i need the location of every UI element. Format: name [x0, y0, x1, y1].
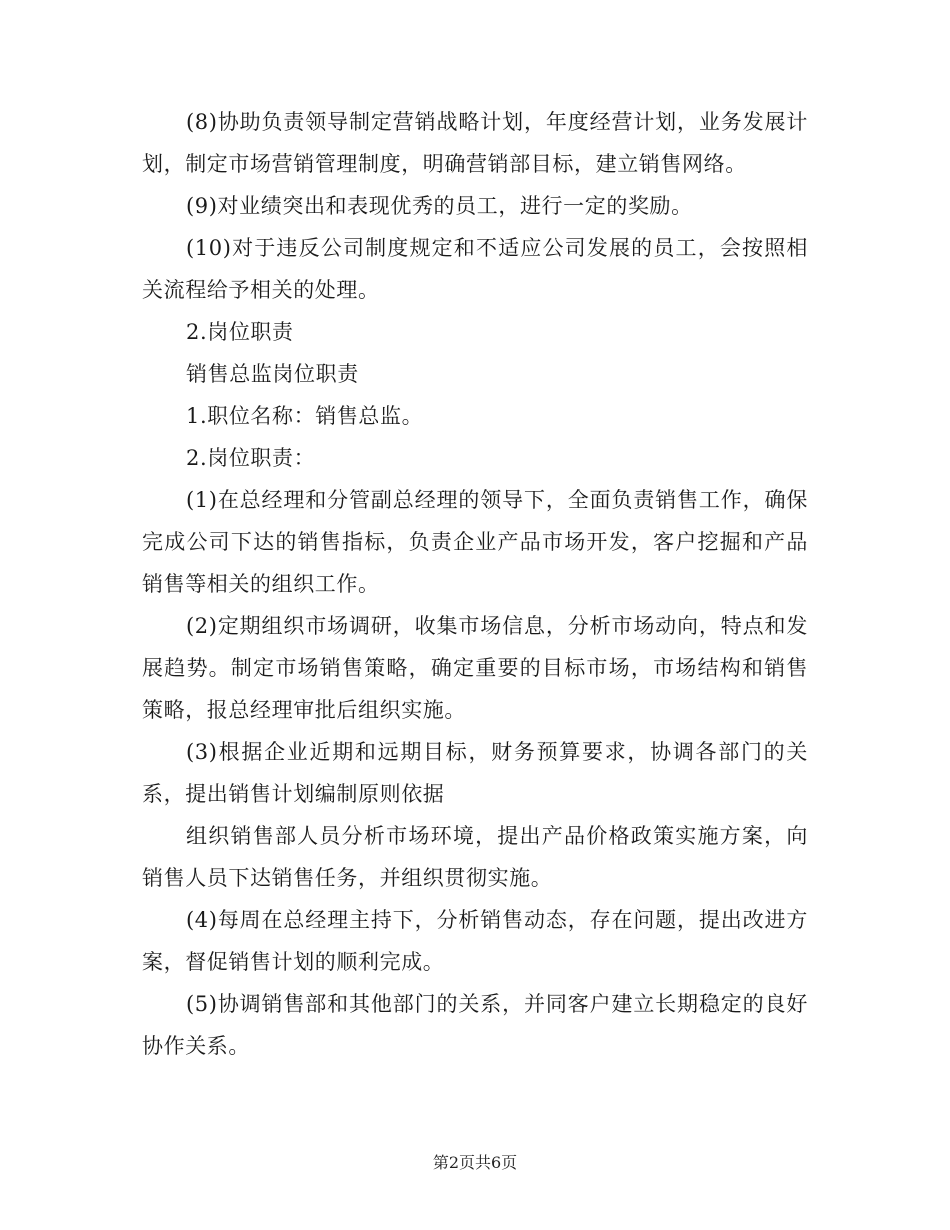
position-name: 1.职位名称：销售总监。 — [186, 404, 424, 428]
section-title-sales-director: 销售总监岗位职责 — [186, 362, 359, 386]
document-body — [142, 101, 808, 1067]
paragraph-item-10: (10)对于违反公司制度规定和不适应公司发展的员工，会按照相关流程给予相关的处理。 — [142, 236, 808, 302]
duty-item-3-continued: 组织销售部人员分析市场环境，提出产品价格政策实施方案，向销售人员下达销售任务，并组织贯彻实施。 — [142, 824, 808, 890]
duties-heading: 2.岗位职责： — [186, 446, 316, 470]
duty-item-4: (4)每周在总经理主持下，分析销售动态，存在问题，提出改进方案，督促销售计划的顺利完成。 — [142, 908, 808, 974]
duty-item-5: (5)协调销售部和其他部门的关系，并同客户建立长期稳定的良好协作关系。 — [142, 992, 808, 1058]
paragraph-item-9: (9)对业绩突出和表现优秀的员工，进行一定的奖励。 — [186, 194, 693, 218]
duty-item-1: (1)在总经理和分管副总经理的领导下，全面负责销售工作，确保完成公司下达的销售指标，负责企业产品市场开发，客户挖掘和产品销售等相关的组织工作。 — [142, 488, 808, 596]
page-number-footer: 第2页共6页 — [432, 1153, 518, 1172]
paragraph-item-8: (8)协助负责领导制定营销战略计划，年度经营计划，业务发展计划，制定市场营销管理制度，明确营销部目标，建立销售网络。 — [142, 110, 808, 176]
section-heading-job-duties: 2.岗位职责 — [186, 320, 294, 344]
duty-item-2: (2)定期组织市场调研，收集市场信息，分析市场动向，特点和发展趋势。制定市场销售策略，确定重要的目标市场，市场结构和销售策略，报总经理审批后组织实施。 — [142, 614, 808, 722]
duty-item-3: (3)根据企业近期和远期目标，财务预算要求，协调各部门的关系，提出销售计划编制原则依据 — [142, 740, 808, 806]
